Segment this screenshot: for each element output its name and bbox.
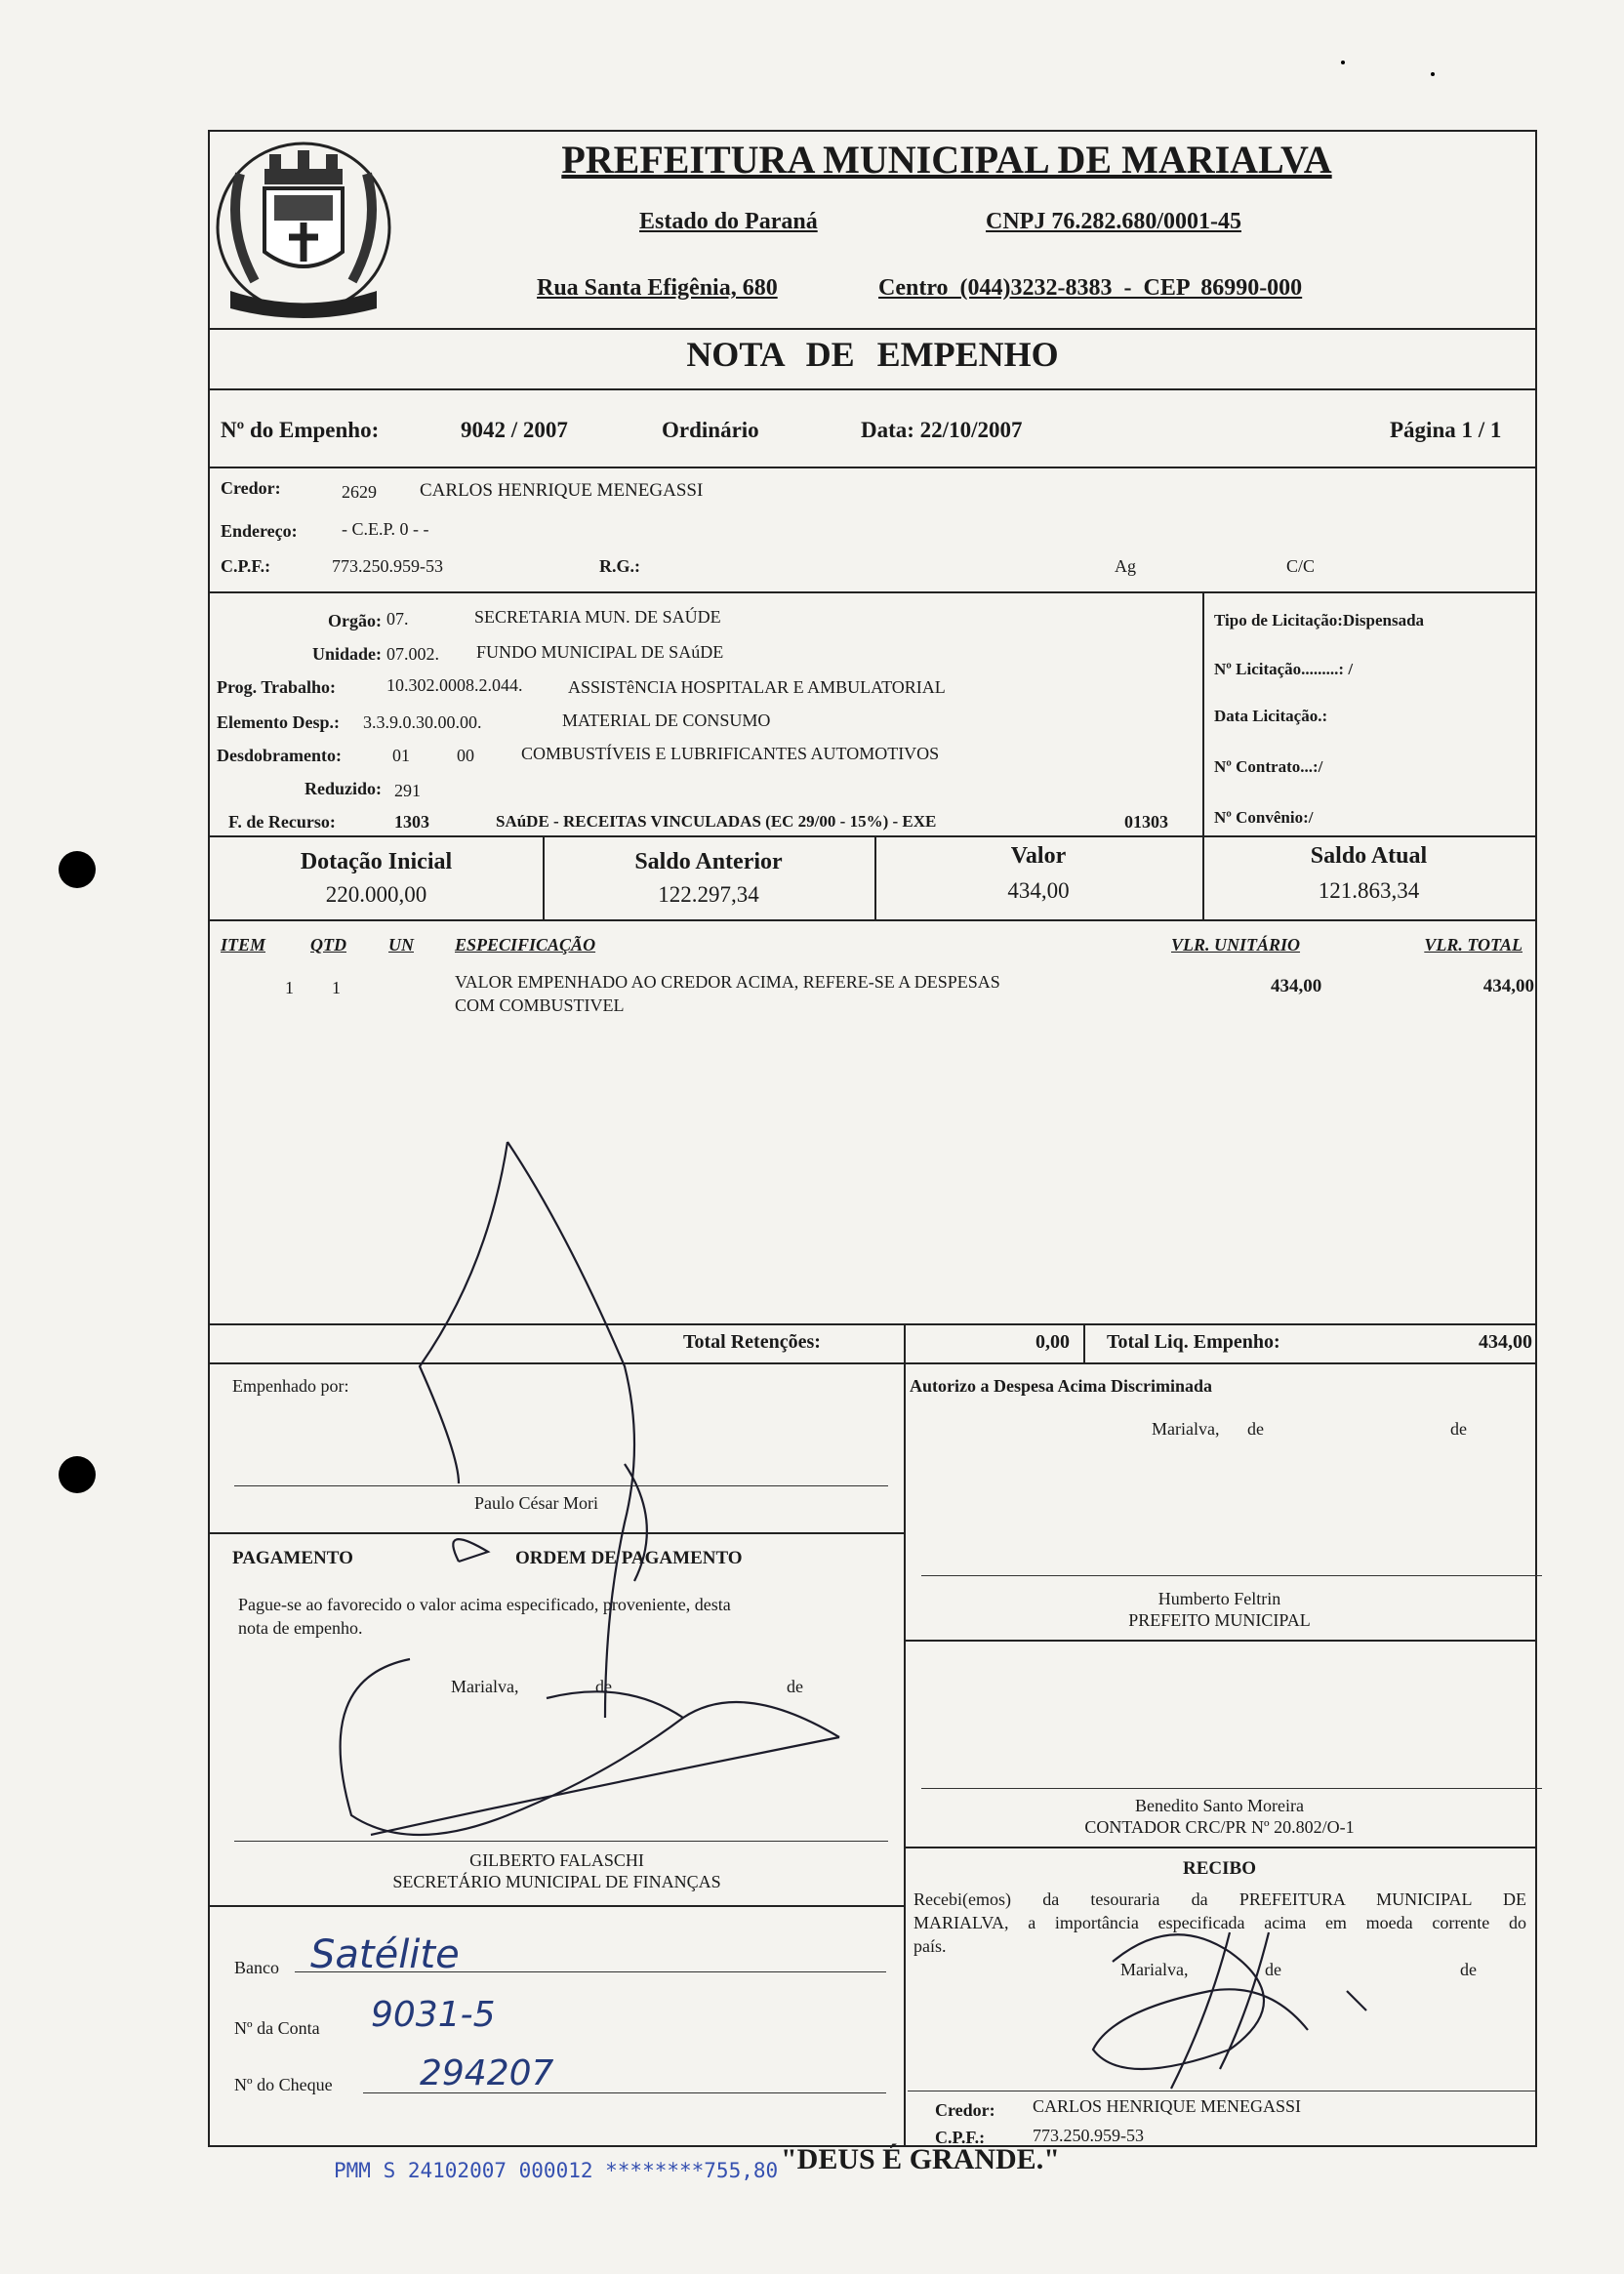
orgao-code: 07. [386, 609, 409, 629]
recibo-title: RECIBO [1183, 1858, 1256, 1879]
numero-convenio: Nº Convênio:/ [1214, 808, 1314, 827]
recurso-label: F. de Recurso: [228, 812, 336, 832]
total-liq-label: Total Liq. Empenho: [1107, 1331, 1280, 1353]
elemento-name: MATERIAL DE CONSUMO [562, 711, 771, 730]
saldo-atual-value: 121.863,34 [1318, 878, 1420, 903]
cnpj-label: CNPJ 76.282.680/0001-45 [986, 209, 1241, 234]
street-address: Rua Santa Efigênia, 680 [537, 275, 778, 301]
recibo-de-2: de [1460, 1960, 1477, 1979]
rg-label: R.G.: [599, 556, 640, 576]
district-phone-cep: Centro (044)3232-8383 - CEP 86990-000 [878, 275, 1303, 301]
coat-of-arms-logo [211, 135, 396, 330]
saldo-atual-label: Saldo Atual [1310, 843, 1428, 869]
saldo-anterior-label: Saldo Anterior [634, 849, 783, 874]
autorizo-de-1: de [1247, 1419, 1264, 1439]
reduzido-value: 291 [394, 781, 421, 800]
recibo-credor-label: Credor: [935, 2100, 995, 2120]
total-liq-value: 434,00 [1479, 1331, 1532, 1353]
tipo-licitacao: Tipo de Licitação:Dispensada [1214, 611, 1425, 629]
empenho-type: Ordinário [662, 418, 759, 442]
dotacao-value: 220.000,00 [325, 882, 427, 907]
scan-hole-dot [59, 1456, 96, 1493]
reduzido-label: Reduzido: [304, 779, 382, 798]
desdobramento-name: COMBUSTÍVEIS E LUBRIFICANTES AUTOMOTIVOS [521, 744, 940, 763]
conta-handwritten: 9031-5 [371, 1995, 496, 2035]
contador-title: CONTADOR CRC/PR Nº 20.802/O-1 [1084, 1817, 1355, 1837]
item-spec-line-2: COM COMBUSTIVEL [455, 995, 625, 1015]
col-qtd: QTD [310, 935, 346, 954]
elemento-code: 3.3.9.0.30.00.00. [363, 712, 482, 732]
recibo-cpf-value: 773.250.959-53 [1033, 2126, 1144, 2145]
cheque-label: Nº do Cheque [234, 2075, 333, 2094]
item-unit-value: 434,00 [1271, 976, 1322, 996]
prefeito-name: Humberto Feltrin [1157, 1589, 1281, 1608]
cpf-value: 773.250.959-53 [332, 556, 443, 576]
empenhado-por-label: Empenhado por: [232, 1376, 349, 1396]
empenhado-name: Paulo César Mori [474, 1493, 598, 1513]
col-valor-total: VLR. TOTAL [1424, 935, 1522, 954]
unidade-code: 07.002. [386, 644, 439, 664]
endereco-value: - C.E.P. 0 - - [342, 519, 429, 539]
contador-name: Benedito Santo Moreira [1135, 1796, 1304, 1815]
prog-name: ASSISTêNCIA HOSPITALAR E AMBULATORIAL [568, 677, 946, 697]
credor-code: 2629 [342, 482, 377, 502]
credor-name: CARLOS HENRIQUE MENEGASSI [420, 480, 704, 501]
autorizo-de-2: de [1450, 1419, 1467, 1439]
banco-label: Banco [234, 1958, 279, 1977]
saldo-anterior-value: 122.297,34 [658, 882, 759, 907]
recibo-text-line-2: MARIALVA, a importância especificada acima em moeda corrente do [914, 1913, 1526, 1932]
total-retencoes-value: 0,00 [1035, 1331, 1070, 1353]
recibo-cpf-label: C.P.F.: [935, 2128, 986, 2147]
col-valor-unitario: VLR. UNITÁRIO [1171, 935, 1301, 954]
recurso-code-2: 01303 [1124, 812, 1168, 832]
valor-value: 434,00 [1007, 878, 1070, 903]
col-un: UN [388, 935, 414, 954]
empenho-number: 9042 / 2007 [461, 418, 568, 442]
total-retencoes-label: Total Retenções: [683, 1331, 821, 1353]
item-qtd: 1 [332, 978, 341, 997]
scan-speck [1431, 72, 1435, 76]
col-especificacao: ESPECIFICAÇÃO [455, 935, 596, 954]
recibo-text-line-1: Recebi(emos) da tesouraria da PREFEITURA MUNICIPAL DE [914, 1889, 1526, 1909]
dotacao-label: Dotação Inicial [300, 849, 453, 874]
scan-speck [1341, 61, 1345, 64]
valor-label: Valor [1010, 843, 1067, 869]
recurso-name: SAúDE - RECEITAS VINCULADAS (EC 29/00 - 15%) - EXE [496, 812, 937, 831]
item-spec-line-1: VALOR EMPENHADO AO CREDOR ACIMA, REFERE-SE A DESPESAS [455, 972, 1000, 992]
recibo-marialva: Marialva, [1120, 1960, 1189, 1979]
scan-hole-dot [59, 851, 96, 888]
conta-label: Nº da Conta [234, 2018, 320, 2038]
city-hall-title: PREFEITURA MUNICIPAL DE MARIALVA [561, 138, 1332, 182]
secretario-title: SECRETÁRIO MUNICIPAL DE FINANÇAS [392, 1872, 721, 1891]
document-title: NOTA DE EMPENHO [686, 335, 1059, 374]
pagamento-label: PAGAMENTO [232, 1548, 353, 1568]
pagamento-de-1: de [595, 1677, 612, 1696]
recurso-code: 1303 [394, 812, 429, 832]
desdobramento-code-1: 01 [392, 746, 410, 765]
col-item: ITEM [221, 935, 266, 954]
prog-code: 10.302.0008.2.044. [386, 675, 523, 695]
desdobramento-label: Desdobramento: [217, 746, 342, 765]
elemento-label: Elemento Desp.: [217, 712, 340, 732]
agency-label: Ag [1115, 556, 1136, 576]
item-number: 1 [285, 978, 294, 997]
cpf-label: C.P.F.: [221, 556, 271, 576]
pague-text-line-1: Pague-se ao favorecido o valor acima especificado, proveniente, desta [238, 1595, 731, 1614]
recibo-de-1: de [1265, 1960, 1281, 1979]
data-licitacao: Data Licitação.: [1214, 707, 1328, 725]
bank-stamp: PMM S 24102007 000012 ********755,80 [334, 2159, 779, 2182]
recibo-text-line-3: país. [914, 1936, 947, 1956]
endereco-label: Endereço: [221, 521, 298, 541]
footer-motto: "DEUS É GRANDE." [781, 2143, 1060, 2175]
empenho-number-label: Nº do Empenho: [221, 418, 380, 442]
autorizo-marialva: Marialva, [1152, 1419, 1220, 1439]
account-label: C/C [1286, 556, 1316, 576]
banco-handwritten: Satélite [310, 1932, 460, 1977]
numero-licitacao: Nº Licitação.........: / [1214, 660, 1354, 678]
pague-text-line-2: nota de empenho. [238, 1618, 363, 1638]
pagamento-marialva: Marialva, [451, 1677, 519, 1696]
empenho-date: Data: 22/10/2007 [861, 418, 1023, 442]
numero-contrato: Nº Contrato...:/ [1214, 757, 1323, 776]
orgao-label: Orgão: [328, 611, 382, 630]
unidade-label: Unidade: [311, 644, 382, 664]
unidade-name: FUNDO MUNICIPAL DE SAúDE [476, 642, 724, 662]
ordem-pagamento-label: ORDEM DE PAGAMENTO [515, 1548, 743, 1568]
state-label: Estado do Paraná [639, 209, 818, 234]
recibo-credor-name: CARLOS HENRIQUE MENEGASSI [1033, 2096, 1302, 2116]
prog-label: Prog. Trabalho: [217, 677, 337, 697]
autorizo-label: Autorizo a Despesa Acima Discriminada [910, 1376, 1212, 1396]
credor-label: Credor: [221, 478, 281, 498]
desdobramento-code-2: 00 [457, 746, 474, 765]
item-total-value: 434,00 [1482, 976, 1534, 996]
page-number: Página 1 / 1 [1390, 418, 1502, 442]
orgao-name: SECRETARIA MUN. DE SAÚDE [474, 607, 721, 627]
secretario-name: GILBERTO FALASCHI [469, 1850, 644, 1870]
prefeito-title: PREFEITO MUNICIPAL [1128, 1610, 1311, 1630]
cheque-handwritten: 294207 [420, 2053, 554, 2093]
pagamento-de-2: de [787, 1677, 803, 1696]
